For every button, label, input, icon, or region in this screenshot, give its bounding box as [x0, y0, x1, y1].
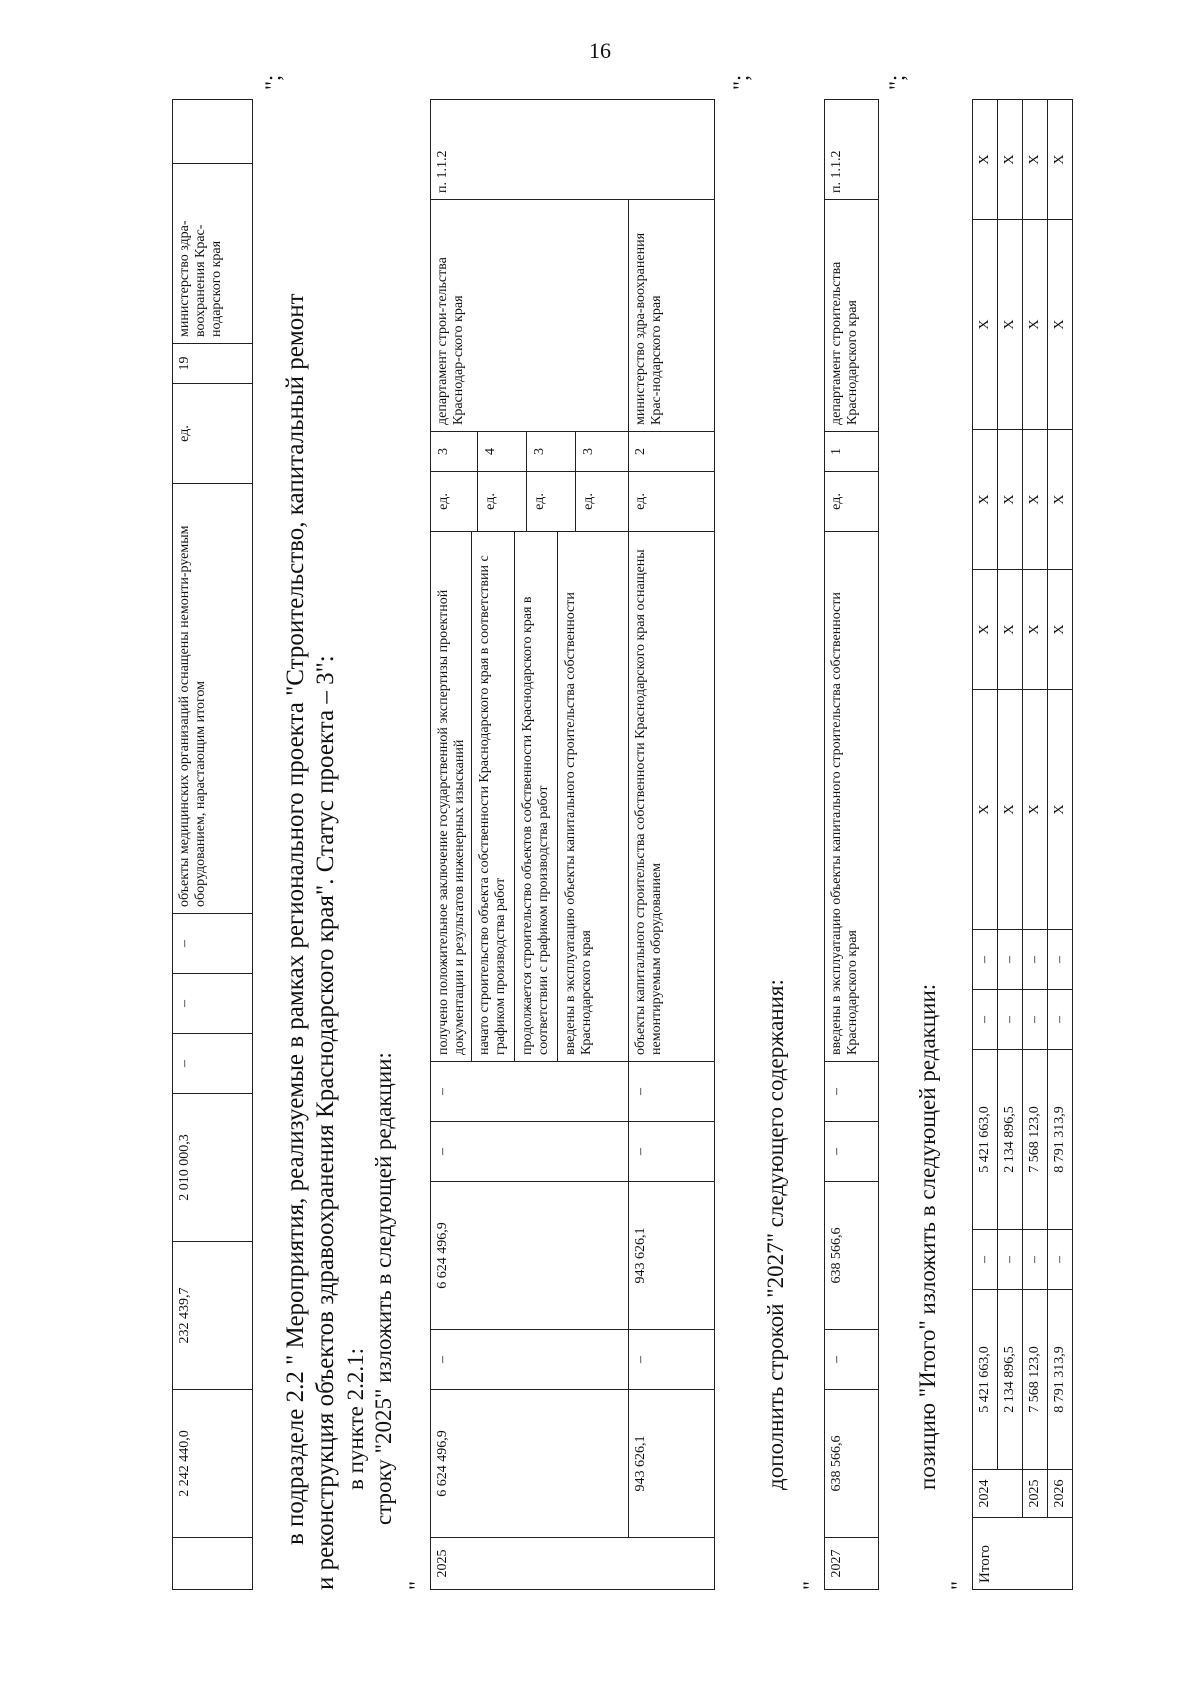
- cell: X: [1023, 100, 1048, 220]
- cell-total: 638 566,6: [825, 1390, 879, 1538]
- table-itogo: [972, 99, 1073, 1590]
- cell: X: [1023, 430, 1048, 570]
- cell-ref: п. 1.1.2: [431, 100, 715, 200]
- cell: –: [173, 974, 253, 1034]
- result-text: начато строительство объекта собственности Краснодарского края в соответствии с графиком производства работ: [471, 532, 514, 1061]
- cell: X: [998, 690, 1023, 930]
- paragraph: строку "2025" изложить в следующей редакции:: [371, 1052, 396, 1525]
- cell: –: [1048, 990, 1073, 1050]
- cell: –: [431, 1330, 629, 1390]
- cell: 943 626,1: [629, 1182, 715, 1330]
- cell: –: [1023, 990, 1048, 1050]
- cell: –: [629, 1062, 715, 1122]
- paragraph: позицию "Итого" изложить в следующей редакции:: [915, 983, 940, 1490]
- cell: X: [973, 570, 998, 690]
- cell: 5 421 663,0: [973, 1050, 998, 1230]
- cell: –: [173, 914, 253, 974]
- cell: 2 134 896,5: [998, 1290, 1023, 1470]
- paragraph: в подразделе 2.2 " Мероприятия, реализуемые в рамках регионального проекта "Строительство, капитальный ремонт: [282, 293, 309, 1545]
- cell: X: [998, 100, 1023, 220]
- cell: X: [1048, 100, 1073, 220]
- paragraph: дополнить строкой "2027" следующего содержания:: [763, 979, 788, 1490]
- close-quote: ";: [884, 74, 909, 90]
- cell: X: [973, 220, 998, 430]
- value: 3: [436, 448, 451, 455]
- cell: –: [629, 1330, 715, 1390]
- cell: X: [973, 100, 998, 220]
- cell-result: объекты медицинских организаций оснащены немонти-руемым оборудованием, нарастающим итогом: [173, 484, 253, 914]
- cell-result: введены в эксплуатацию объекты капитального строительства собственности Краснодарского края: [825, 532, 879, 1062]
- result-text: введены в эксплуатацию объекты капитального строительства собственности Краснодарского края: [557, 532, 600, 1061]
- cell-year: 2024: [973, 1470, 1023, 1518]
- close-quote: ";: [260, 74, 285, 90]
- cell: 7 568 123,0: [1023, 1290, 1048, 1470]
- unit: ед.: [575, 472, 624, 531]
- cell: X: [1048, 430, 1073, 570]
- cell: –: [431, 1062, 629, 1122]
- cell-unit: ед.: [173, 384, 253, 484]
- value: 3: [575, 432, 624, 471]
- cell-ref: п. 1.1.2: [825, 100, 879, 200]
- cell-executor: департамент строительства Краснодарского края: [825, 200, 879, 432]
- cell: 2 010 000,3: [173, 1094, 253, 1242]
- cell-total: 943 626,1: [629, 1390, 715, 1538]
- cell: 8 791 313,9: [1048, 1050, 1073, 1230]
- open-quote: ": [798, 1581, 823, 1590]
- open-quote: ": [404, 1581, 429, 1590]
- cell: –: [1048, 930, 1073, 990]
- cell: 2 134 896,5: [998, 1050, 1023, 1230]
- cell-year: 2027: [825, 1538, 879, 1590]
- cell-year: 2025: [431, 1538, 715, 1590]
- cell-units: [431, 472, 629, 532]
- cell: 7 568 123,0: [1023, 1050, 1048, 1230]
- cell-year: 2025: [1023, 1470, 1048, 1518]
- cell-value: 1: [825, 432, 879, 472]
- cell: –: [1048, 1230, 1073, 1290]
- cell: –: [973, 1230, 998, 1290]
- paragraph: и реконструкция объектов здравоохранения Краснодарского края". Статус проекта – 3":: [312, 655, 339, 1590]
- cell: –: [1023, 930, 1048, 990]
- cell-results: [431, 532, 629, 1062]
- cell: X: [1048, 690, 1073, 930]
- table-2027: [824, 99, 879, 1590]
- cell-total: 6 624 496,9: [431, 1390, 629, 1538]
- open-quote: ": [946, 1581, 971, 1590]
- cell: –: [998, 1230, 1023, 1290]
- cell: X: [1023, 570, 1048, 690]
- cell: X: [998, 570, 1023, 690]
- cell: –: [825, 1122, 879, 1182]
- cell-value: 2: [629, 432, 715, 472]
- result-text: получено положительное заключение государственной экспертизы проектной документации и результатов инженерных изысканий: [436, 589, 467, 1055]
- cell-result: объекты капитального строительства собственности Краснодарского края оснащены немонтируемым оборудованием: [629, 532, 715, 1062]
- cell: X: [998, 430, 1023, 570]
- cell: X: [998, 220, 1023, 430]
- cell: –: [973, 930, 998, 990]
- unit: ед.: [526, 472, 575, 531]
- cell: X: [973, 690, 998, 930]
- cell-itogo-label: Итого: [973, 1518, 1073, 1590]
- cell: 232 439,7: [173, 1242, 253, 1390]
- cell: X: [1048, 570, 1073, 690]
- cell: –: [825, 1062, 879, 1122]
- cell-executor: министерство здра-воохранения Крас-нодарского края: [173, 164, 253, 344]
- cell: –: [431, 1122, 629, 1182]
- cell-unit: ед.: [825, 472, 879, 532]
- cell-total: 2 242 440,0: [173, 1390, 253, 1538]
- cell: X: [1023, 690, 1048, 930]
- cell-year: 2026: [1048, 1470, 1073, 1518]
- cell: [173, 100, 253, 164]
- cell: –: [173, 1034, 253, 1094]
- cell: –: [973, 990, 998, 1050]
- cell: –: [998, 990, 1023, 1050]
- cell: –: [629, 1122, 715, 1182]
- cell: 638 566,6: [825, 1182, 879, 1330]
- cell: X: [1048, 220, 1073, 430]
- cell: 6 624 496,9: [431, 1182, 629, 1330]
- unit: ед.: [436, 493, 451, 510]
- cell-executor: департамент строи-тельства Краснодар-ского края: [431, 200, 629, 432]
- cell: [173, 1538, 253, 1590]
- cell: 8 791 313,9: [1048, 1290, 1073, 1470]
- value: 3: [526, 432, 575, 471]
- cell: –: [1023, 1230, 1048, 1290]
- cell: –: [998, 930, 1023, 990]
- result-text: продолжается строительство объектов собственности Краснодарского края в соответствии с графиком производства работ: [514, 532, 557, 1061]
- close-quote: ";: [728, 74, 753, 90]
- cell: –: [825, 1330, 879, 1390]
- table-top-fragment: [172, 99, 253, 1590]
- value: 4: [477, 432, 526, 471]
- cell-unit: ед.: [629, 472, 715, 532]
- paragraph: в пункте 2.2.1:: [343, 1348, 368, 1490]
- cell-executor: министерство здра-воохранения Крас-нодарского края: [629, 200, 715, 432]
- cell-values: [431, 432, 629, 472]
- cell: X: [973, 430, 998, 570]
- rotated-content: [172, 74, 1172, 1590]
- unit: ед.: [477, 472, 526, 531]
- cell-value: 19: [173, 344, 253, 384]
- page-number: 16: [589, 38, 611, 63]
- table-2025: [430, 99, 715, 1590]
- cell: 5 421 663,0: [973, 1290, 998, 1470]
- cell: X: [1023, 220, 1048, 430]
